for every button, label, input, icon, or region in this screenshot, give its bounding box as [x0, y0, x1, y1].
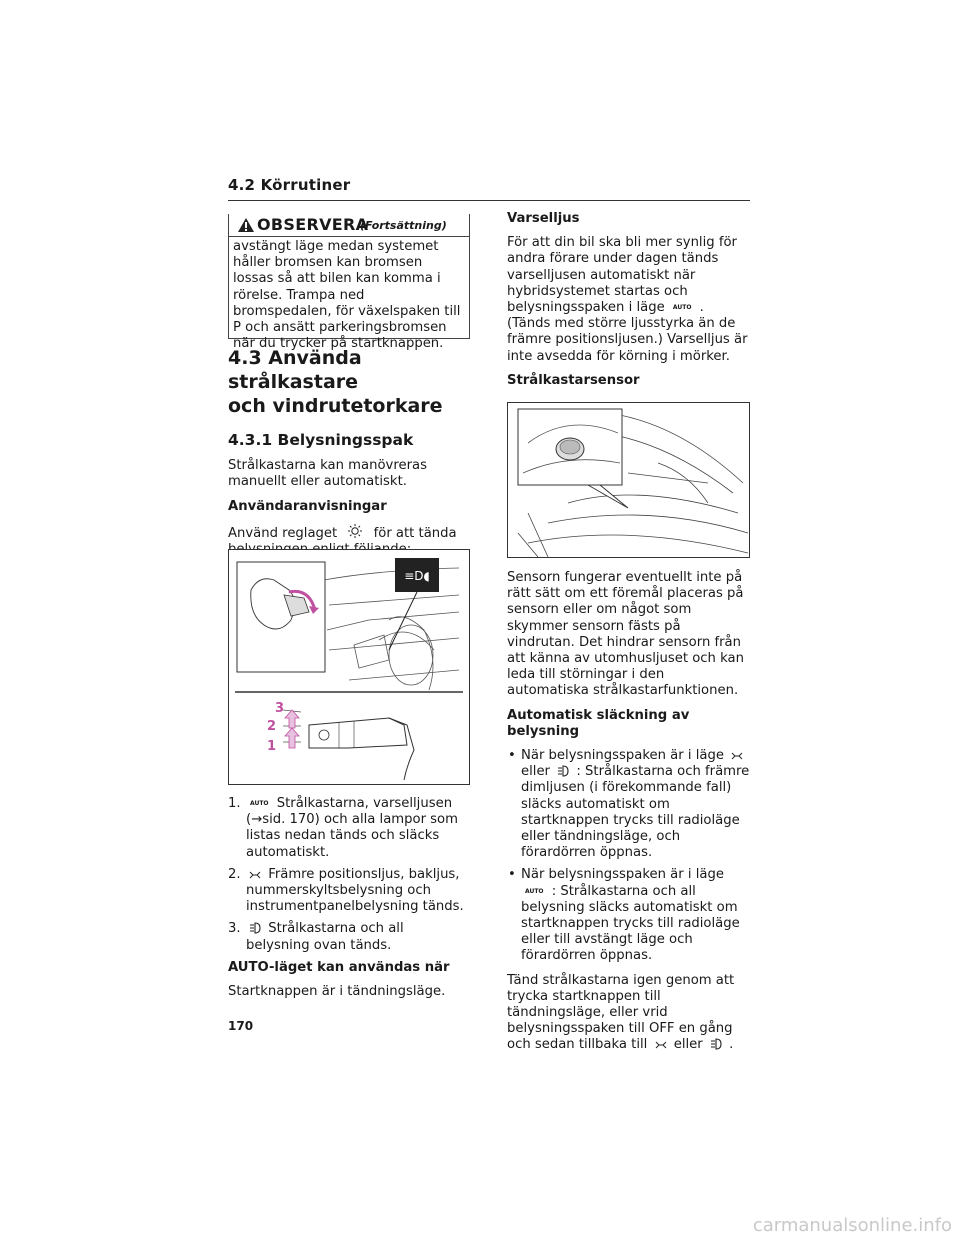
varselljus-text [507, 235, 750, 365]
auto-icon: AUTO [672, 304, 692, 312]
subsection-title: 4.3.1 Belysningsspak [228, 431, 414, 449]
auto-off-heading: Automatisk släckning av belysning [507, 707, 690, 739]
position-light-icon [249, 870, 261, 880]
caution-subtitle: (Fortsättning) [360, 219, 447, 232]
step-2 [228, 867, 470, 916]
lever-figure [228, 549, 470, 785]
auto-off-list [507, 748, 750, 965]
intro-text: Strålkastarna kan manövreras manuellt eller automatiskt. [228, 458, 427, 490]
steps-list [228, 796, 470, 954]
sensor-illustration [508, 403, 749, 557]
step-1 [228, 796, 470, 861]
warning-icon [237, 217, 255, 233]
auto-off-bullet-2 [507, 867, 750, 964]
headlight-icon [249, 922, 261, 934]
section-header-text: 4.2 Körrutiner [228, 176, 351, 194]
chapter-title [228, 346, 476, 418]
varselljus-text-b: . (Tänds med större ljusstyrka än de främre positionsljusen.) Varselljus är inte avsedda för körning i mörker. [507, 300, 748, 364]
figure-label-2: 2 [267, 719, 277, 734]
step-2-text: Främre positionsljus, bakljus, nummerskyltsbelysning och instrumentpanelbelysning tänds. [246, 866, 464, 915]
position-light-icon [731, 751, 743, 761]
chapter-title-line1: 4.3 Använda strålkastare [228, 347, 362, 393]
right-column-top [507, 211, 750, 397]
final-text-c: . [729, 1037, 734, 1053]
auto-icon: AUTO [250, 800, 269, 807]
step-1-text: Strålkastarna, varselljusen (→sid. 170) och alla lampor som listas nedan tänds och släcks automatiskt. [246, 796, 458, 860]
headlight-icon [557, 765, 569, 777]
final-text [507, 973, 750, 1054]
lever-illustration [229, 550, 469, 784]
caution-title: OBSERVERA [257, 215, 369, 234]
bullet-1-text-b: eller [521, 764, 550, 780]
step-2-number: 2. [228, 866, 241, 882]
bullet-2-text-b: : Strålkastarna och all belysning släcks automatiskt om startknappen trycks till radioläge eller till avstängt läge och förardörren öppnas. [521, 883, 740, 964]
caution-box [228, 214, 470, 352]
auto-text: Startknappen är i tändningsläge. [228, 984, 446, 1000]
headlight-icon [710, 1038, 722, 1050]
sensor-text: Sensorn fungerar eventuellt inte på rätt sätt om ett föremål placeras på sensorn eller om något som skymmer sensorn fästs på vindrutan. Det hindrar sensorn från att känna av utomhusljuset och kan leda till störningar i den automatiska strålkastarfunktionen. [507, 570, 744, 699]
step-3 [228, 921, 470, 953]
instructions-text-a: Använd reglaget [228, 525, 338, 541]
section-header [228, 176, 750, 201]
light-switch-icon [344, 523, 366, 539]
sensor-figure [507, 402, 750, 558]
sensor-heading: Strålkastarsensor [507, 372, 640, 388]
auto-heading: AUTO-läget kan användas när [228, 959, 450, 975]
bullet-1-text-c: : Strålkastarna och främre dimljusen (i förekommande fall) släcks automatiskt om startknappen trycks till radioläge eller tändningsläge, och förardörren öppnas. [521, 764, 750, 861]
svg-text:≡D◖: ≡D◖ [404, 569, 430, 583]
step-3-text: Strålkastarna och all belysning ovan tänds. [246, 921, 404, 953]
figure-label-1: 1 [267, 739, 277, 754]
step-1-number: 1. [228, 796, 241, 811]
steps-section [228, 796, 470, 1008]
bullet-1-text-a: När belysningsspaken är i läge [521, 748, 724, 764]
left-column [228, 346, 476, 566]
instructions-heading: Användaranvisningar [228, 498, 387, 514]
varselljus-heading: Varselljus [507, 211, 580, 226]
watermark: carmanualsonline.info [752, 1215, 952, 1236]
figure-label-3: 3 [275, 701, 285, 716]
step-3-number: 3. [228, 921, 241, 937]
bullet-2-text-a: När belysningsspaken är i läge [521, 867, 724, 883]
varselljus-text-a: För att din bil ska bli mer synlig för andra förare under dagen tänds varselljusen automatiskt när hybridsystemet startas och belysningsspaken i läge [507, 235, 737, 316]
page-number: 170 [228, 1019, 254, 1033]
instructions-text-b: för att tända [373, 525, 457, 541]
position-light-icon [655, 1040, 667, 1050]
chapter-title-line2: och vindrutetorkare [228, 395, 443, 417]
caution-header [229, 214, 469, 237]
right-column-bottom [507, 570, 750, 1062]
auto-icon: AUTO [525, 887, 544, 895]
caution-body: avstängt läge medan systemet håller bromsen kan bromsen lossas så att bilen kan komma i rörelse. Trampa ned bromspedalen, för växelspaken till P och ansätt parkeringsbromsen när du trycker på startknappen. [233, 239, 461, 352]
final-text-b: eller [673, 1037, 703, 1053]
auto-off-bullet-1 [507, 748, 750, 861]
final-text-a: Tänd strålkastarna igen genom att trycka startknappen till tändningsläge, eller vrid belysningsspaken till OFF en gång och sedan tillbaka till [507, 972, 735, 1053]
